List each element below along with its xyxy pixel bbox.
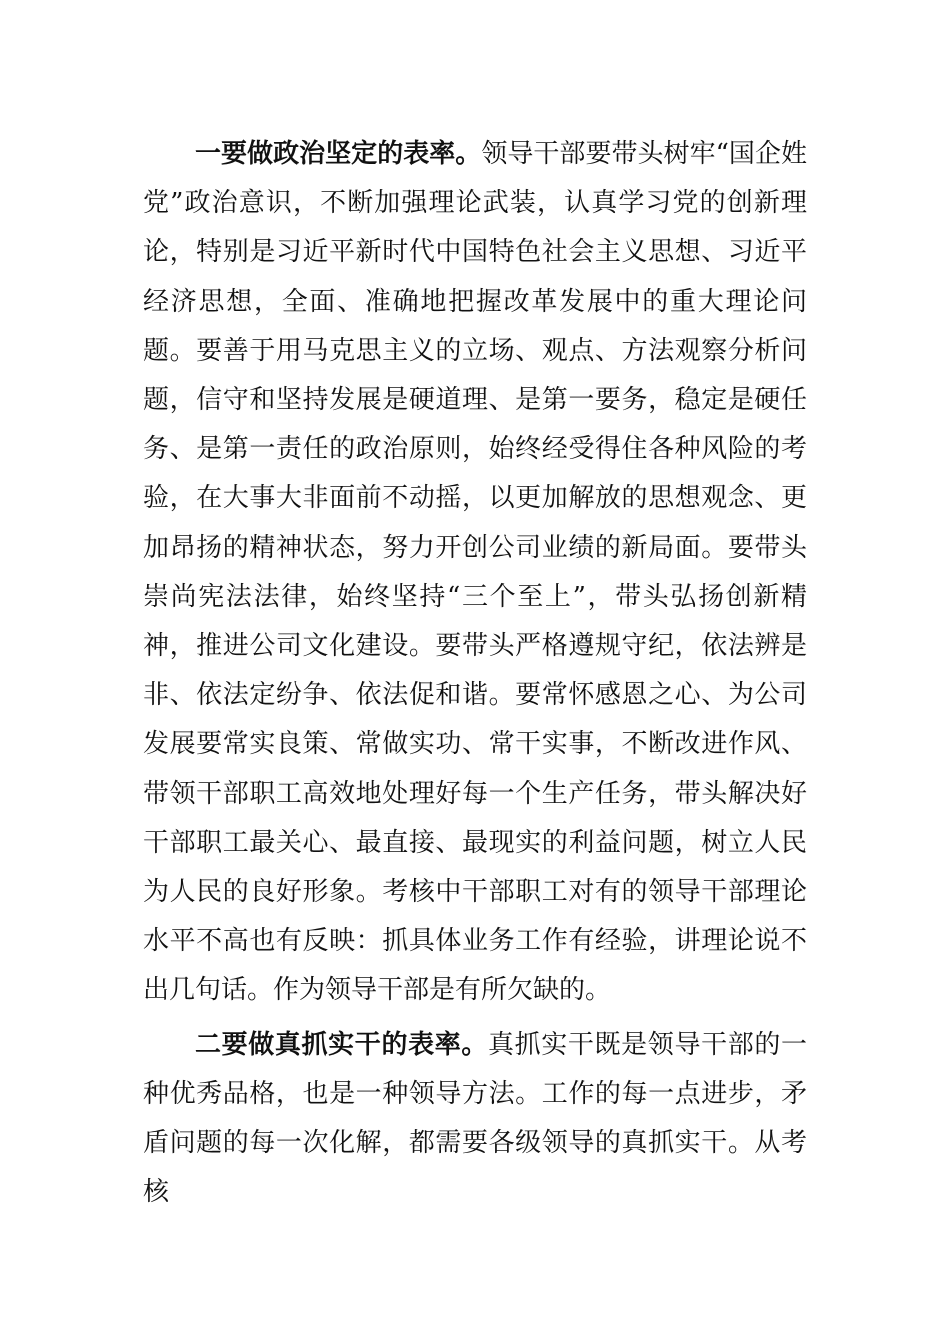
document-body — [143, 130, 807, 1217]
paragraph-2-text: 真抓实干既是领导干部的一种优秀品格，也是一种领导方法。工作的每一点进步，矛盾问题的每一次化解，都需要各级领导的真抓实干。从考核 — [143, 1029, 807, 1208]
paragraph-1-heading: 一要做政治坚定的表率。 — [195, 139, 482, 169]
paragraph-1 — [143, 130, 807, 1016]
paragraph-2-heading: 二要做真抓实干的表率。 — [195, 1029, 488, 1060]
paragraph-1-text: 领导干部要带头树牢“国企姓党”政治意识，不断加强理论武装，认真学习党的创新理论，特别是习近平新时代中国特色社会主义思想、习近平经济思想，全面、准确地把握改革发展中的重大理论问题。要善于用马克思主义的立场、观点、方法观察分析问题，信守和坚持发展是硬道理、是第一要务，稳定是硬任务、是第一责任的政治原则，始终经受得住各种风险的考验，在大事大非面前不动摇，以更加解放的思想观念、更加昂扬的精神状态，努力开创公司业绩的新局面。要带头崇尚宪法法律，始终坚持“三个至上”，带头弘扬创新精神，推进公司文化建设。要带头严格遵规守纪，依法辨是非、依法定纷争、依法促和谐。要常怀感恩之心、为公司发展要常实良策、常做实功、常干实事，不断改进作风、带领干部职工高效地处理好每一个生产任务，带头解决好干部职工最关心、最直接、最现实的利益问题，树立人民为人民的良好形象。考核中干部职工对有的领导干部理论水平不高也有反映：抓具体业务工作有经验，讲理论说不出几句话。作为领导干部是有所欠缺的。 — [143, 139, 807, 1006]
paragraph-2 — [143, 1021, 807, 1218]
